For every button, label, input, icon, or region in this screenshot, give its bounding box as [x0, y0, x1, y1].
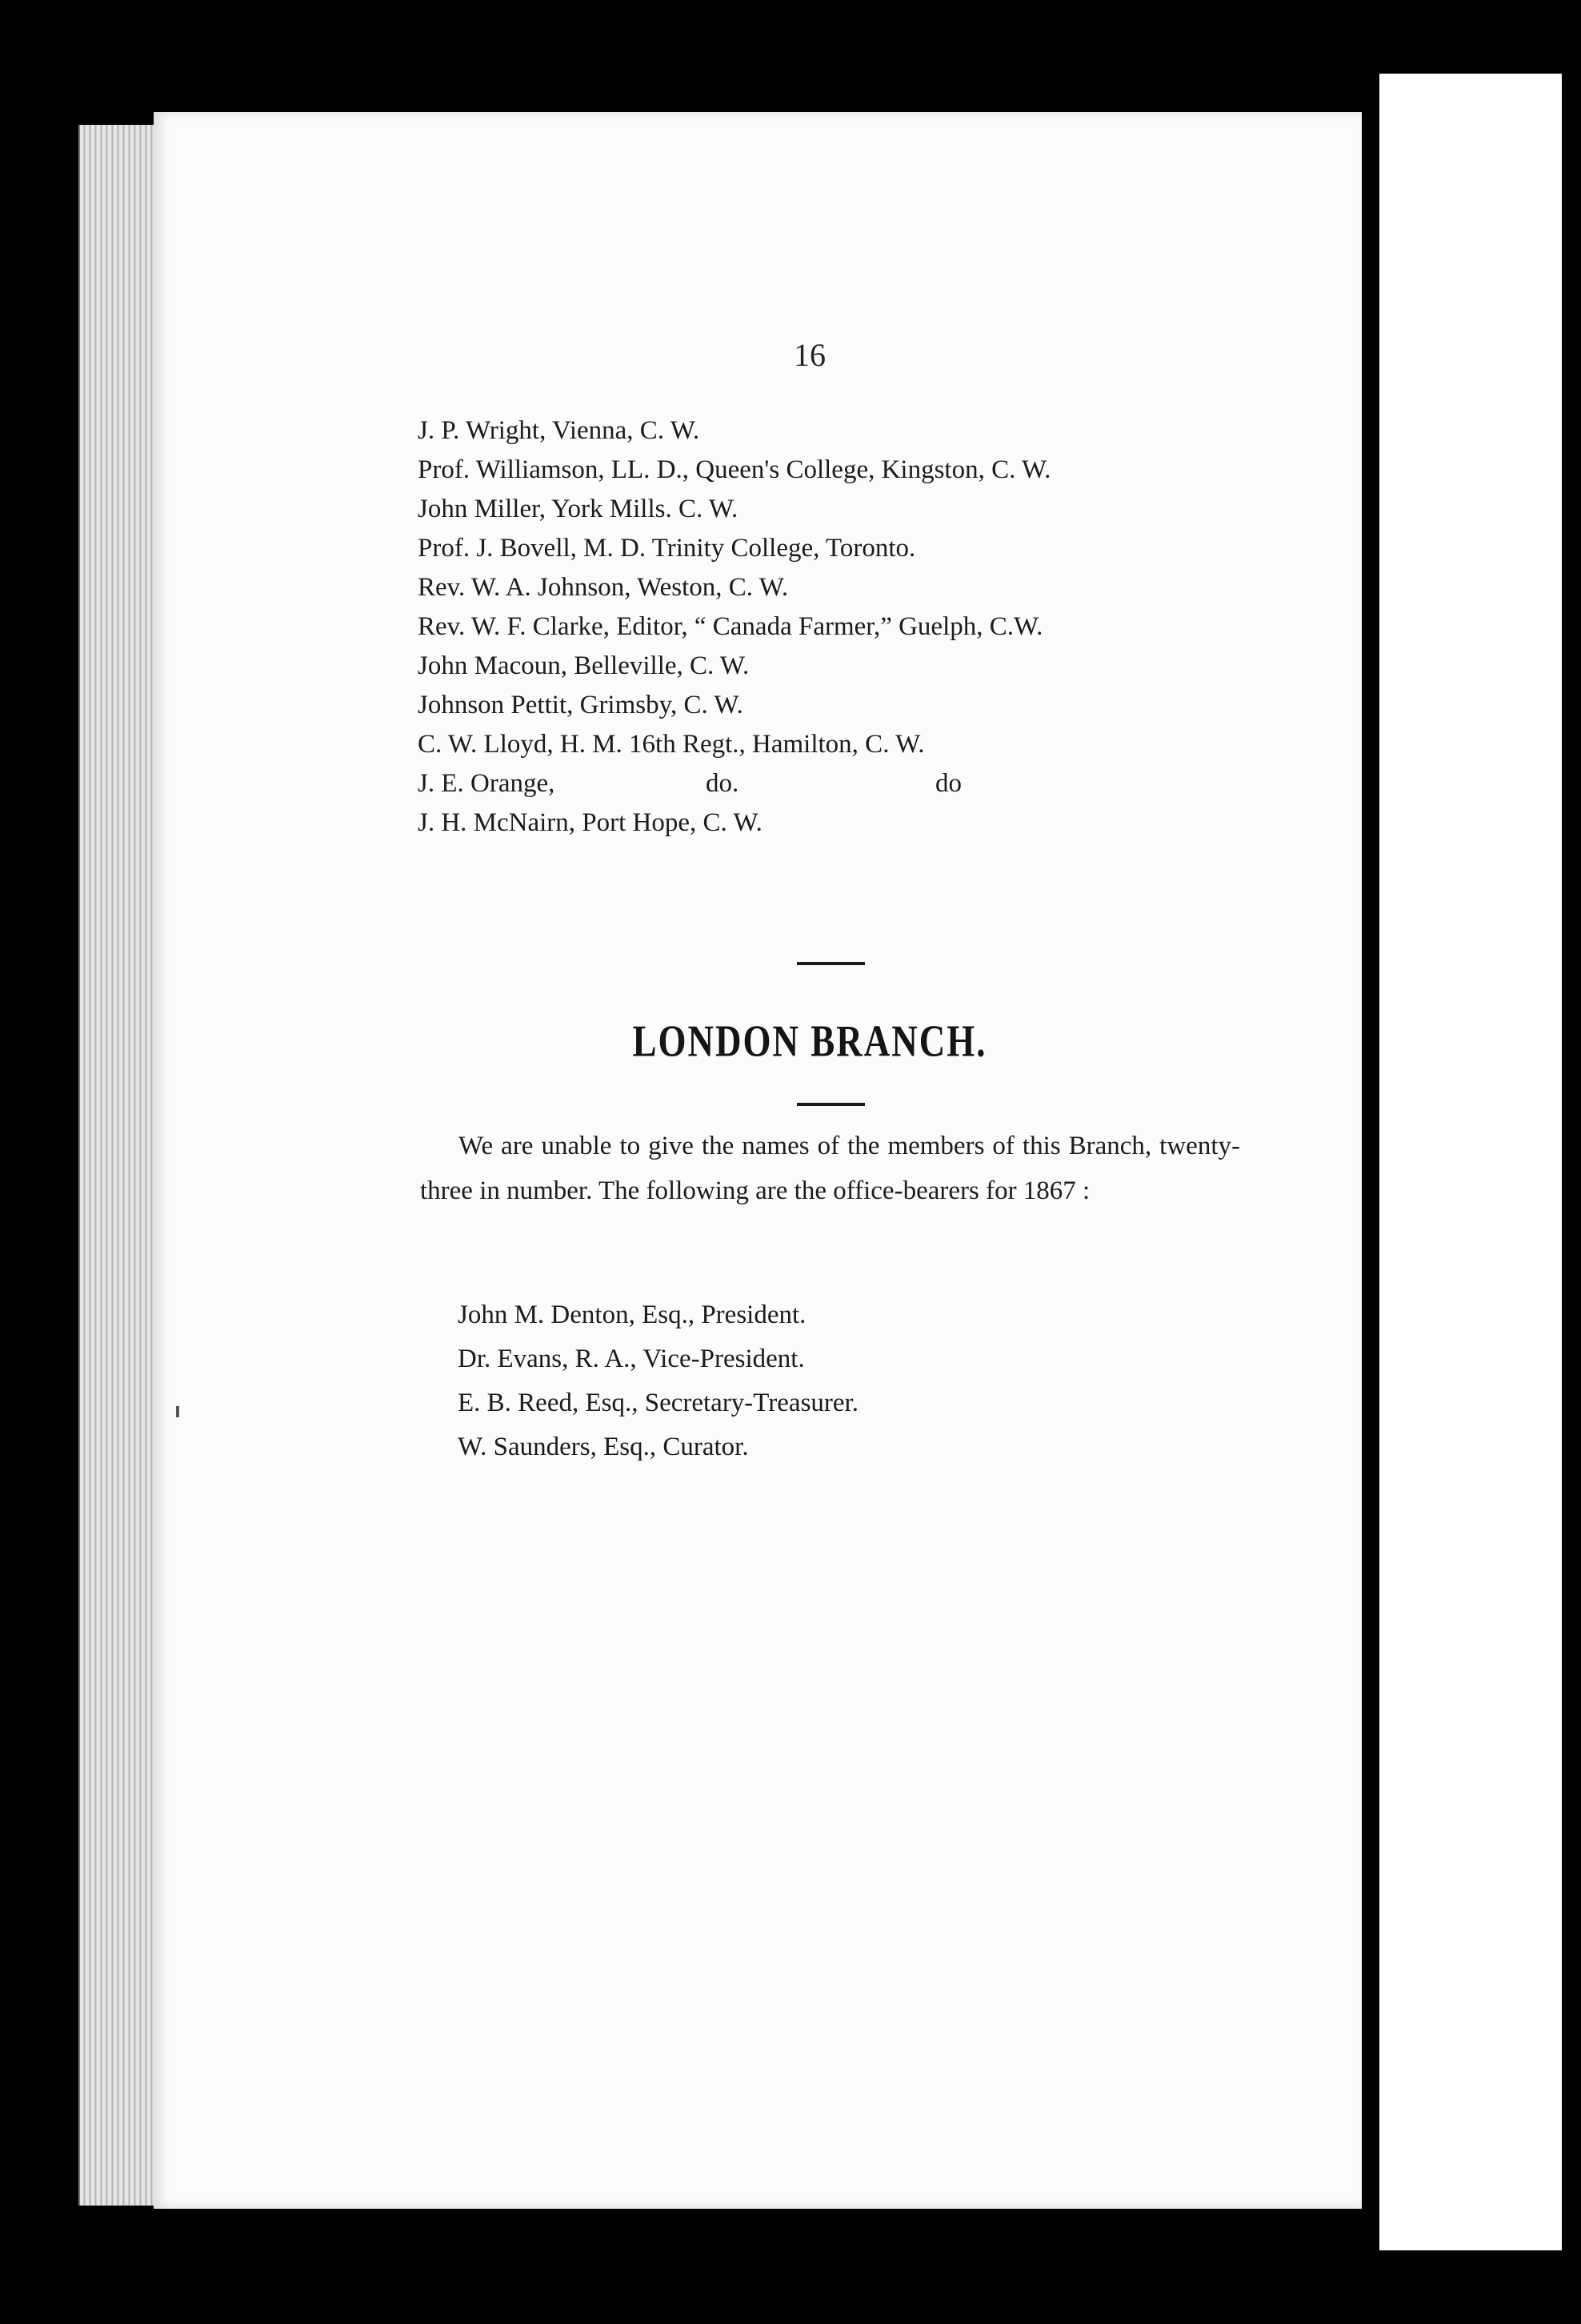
member-entry: John Miller, York Mills. C. W.: [418, 495, 738, 523]
ditto-mark: do.: [706, 769, 739, 798]
member-entry: [418, 764, 1314, 803]
member-entry: Prof. Williamson, LL. D., Queen's College, Kingston, C. W.: [418, 455, 1051, 484]
officer-entry: Dr. Evans, R. A., Vice-President.: [458, 1344, 805, 1373]
intro-paragraph: We are unable to give the names of the members of this Branch, twenty-three in number. The following are the office-bearers for 1867 :: [420, 1132, 1240, 1205]
officer-entry: John M. Denton, Esq., President.: [458, 1300, 807, 1329]
page-edges: [78, 125, 164, 2206]
member-entry: Prof. J. Bovell, M. D. Trinity College, Toronto.: [418, 534, 916, 563]
member-entry: C. W. Lloyd, H. M. 16th Regt., Hamilton, C. W.: [418, 730, 925, 759]
member-entry: Rev. W. F. Clarke, Editor, “ Canada Farmer,” Guelph, C.W.: [418, 612, 1043, 641]
officer-entry: W. Saunders, Esq., Curator.: [458, 1432, 749, 1461]
ditto-mark: do: [935, 769, 962, 798]
section-divider-bottom: [797, 1103, 865, 1106]
facing-page: [1379, 74, 1562, 2250]
ink-speck: [176, 1406, 179, 1417]
officer-entry: E. B. Reed, Esq., Secretary-Treasurer.: [458, 1388, 859, 1417]
section-heading: LONDON BRANCH.: [632, 1016, 987, 1066]
member-list: [418, 411, 1314, 843]
section-divider-top: [797, 962, 865, 965]
member-entry: J. P. Wright, Vienna, C. W.: [418, 416, 700, 445]
member-entry: Rev. W. A. Johnson, Weston, C. W.: [418, 573, 789, 602]
page-number: 16: [794, 337, 826, 373]
member-name: J. E. Orange,: [418, 769, 555, 798]
member-entry: J. H. McNairn, Port Hope, C. W.: [418, 808, 762, 837]
member-entry: Johnson Pettit, Grimsby, C. W.: [418, 691, 743, 719]
member-entry: John Macoun, Belleville, C. W.: [418, 651, 750, 680]
officer-list: [458, 1293, 1258, 1469]
